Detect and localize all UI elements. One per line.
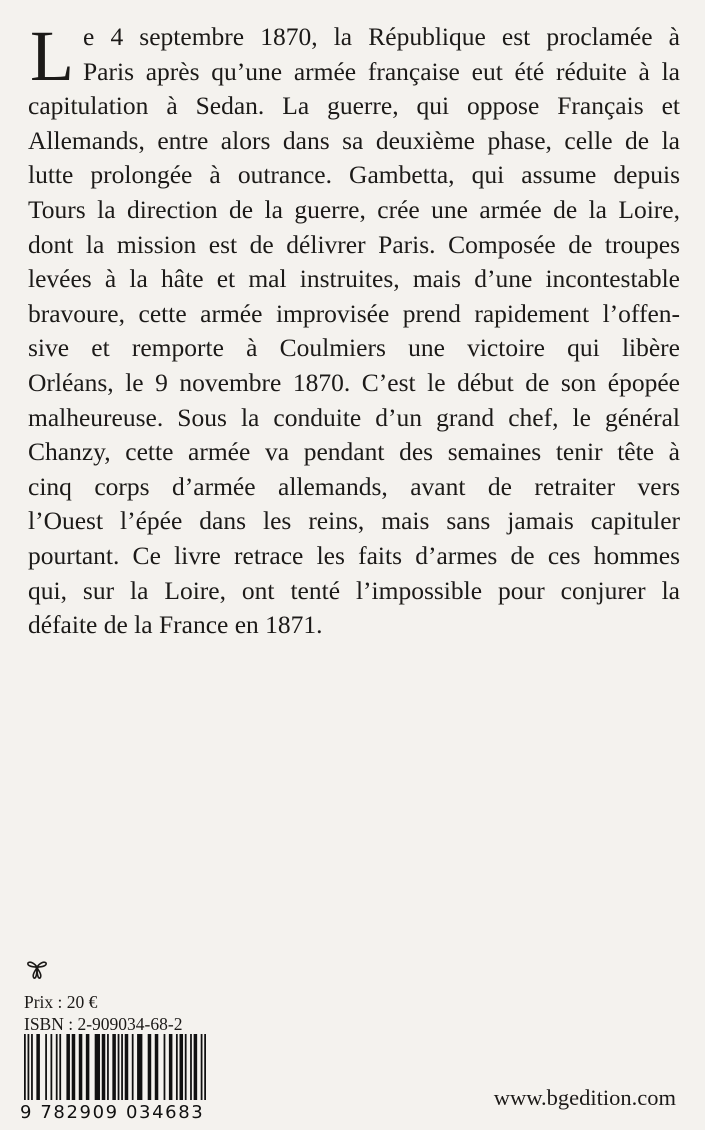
barcode-bar bbox=[28, 1034, 30, 1100]
blurb-line: bravoure, cette armée improvisée prend rapidement l’offen- bbox=[28, 298, 680, 328]
blurb-line: sive et remporte à Coulmiers une victoire qui libère bbox=[28, 333, 680, 363]
barcode-digits: 9 782909 034683 bbox=[20, 1102, 205, 1123]
blurb-line: levées à la hâte et mal instruites, mais d’une incontestable bbox=[28, 264, 680, 294]
barcode-bar bbox=[31, 1034, 33, 1100]
barcode-bar bbox=[169, 1034, 173, 1100]
blurb-line: défaite de la France en 1871. bbox=[28, 610, 323, 640]
barcode-bar bbox=[36, 1034, 40, 1100]
barcode-bar bbox=[56, 1034, 58, 1100]
barcode-bar bbox=[112, 1034, 116, 1100]
barcode-bar bbox=[95, 1034, 100, 1100]
colophon bbox=[24, 955, 182, 1035]
barcode-bar bbox=[125, 1034, 129, 1100]
blurb-line: e 4 septembre 1870, la République est proclamée à bbox=[83, 22, 680, 51]
blurb-line: Orléans, le 9 novembre 1870. C’est le début de son épopée bbox=[28, 367, 680, 397]
barcode-bar bbox=[121, 1034, 123, 1100]
blurb-line: l’Ouest l’épée dans les reins, mais sans jamais capituler bbox=[28, 506, 680, 536]
barcode-bar bbox=[204, 1034, 206, 1100]
barcode-bar bbox=[86, 1034, 90, 1100]
barcode-bar bbox=[51, 1034, 53, 1100]
barcode-bar bbox=[24, 1034, 26, 1100]
publisher-website: www.bgedition.com bbox=[493, 1085, 676, 1110]
barcode-bar bbox=[107, 1034, 109, 1100]
barcode-bar bbox=[59, 1034, 61, 1100]
barcode-bar bbox=[201, 1034, 203, 1100]
back-cover-blurb bbox=[28, 16, 680, 643]
barcode-bar bbox=[155, 1034, 159, 1100]
blurb-line: qui, sur la Loire, ont tenté l’impossible pour conjurer la bbox=[28, 575, 680, 605]
blurb-line: Tours la direction de la guerre, crée une armée de la Loire, bbox=[28, 194, 680, 224]
drop-cap: L bbox=[30, 16, 74, 96]
barcode-bar bbox=[176, 1034, 178, 1100]
barcode-bar bbox=[66, 1034, 70, 1100]
barcode-bar bbox=[137, 1034, 142, 1100]
blurb-line: lutte prolongée à outrance. Gambetta, qui assume depuis bbox=[28, 160, 680, 190]
barcode-bar bbox=[102, 1034, 106, 1100]
barcode-bar bbox=[72, 1034, 76, 1100]
blurb-line: dont la mission est de délivrer Paris. Composée de troupes bbox=[28, 229, 680, 259]
barcode-bar bbox=[164, 1034, 166, 1100]
barcode-bar bbox=[190, 1034, 192, 1100]
barcode-bar bbox=[79, 1034, 83, 1100]
blurb-line: capitulation à Sedan. La guerre, qui oppose Français et bbox=[28, 91, 680, 121]
blurb-line: pourtant. Ce livre retrace les faits d’armes de ces hommes bbox=[28, 540, 680, 570]
fleuron-icon bbox=[24, 955, 50, 981]
barcode-bar bbox=[132, 1034, 134, 1100]
blurb-line: Chanzy, cette armée va pendant des semaines tenir tête à bbox=[28, 437, 680, 467]
blurb-line: malheureuse. Sous la conduite d’un grand chef, le général bbox=[28, 402, 680, 432]
barcode-bar bbox=[148, 1034, 152, 1100]
blurb-line: cinq corps d’armée allemands, avant de retraiter vers bbox=[28, 471, 680, 501]
blurb-line: Paris après qu’une armée française eut été réduite à la bbox=[83, 56, 680, 86]
isbn-label: ISBN : 2-909034-68-2 bbox=[24, 1014, 183, 1034]
barcode-bar bbox=[180, 1034, 184, 1100]
price-label: Prix : 20 € bbox=[24, 992, 98, 1012]
barcode-bar bbox=[185, 1034, 187, 1100]
barcode-bar bbox=[45, 1034, 47, 1100]
barcode-bar bbox=[194, 1034, 198, 1100]
barcode-bar bbox=[118, 1034, 120, 1100]
blurb-line: Allemands, entre alors dans sa deuxième phase, celle de la bbox=[28, 125, 680, 155]
barcode bbox=[24, 1034, 206, 1100]
